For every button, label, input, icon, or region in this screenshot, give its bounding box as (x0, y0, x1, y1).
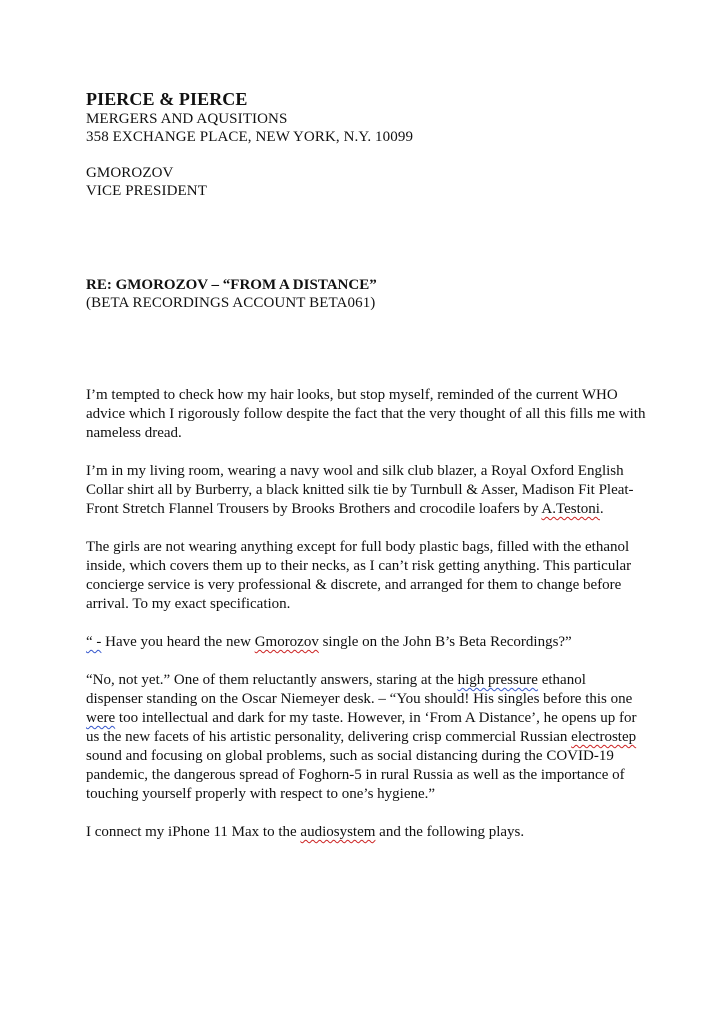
paragraph-1: I’m tempted to check how my hair looks, but stop myself, reminded of the current WHO advice which I rigorously follow despite the fact that the very thought of all this fills me with nameless dread. (86, 387, 646, 441)
account-line: (BETA RECORDINGS ACCOUNT BETA061) (86, 295, 376, 311)
paragraph-5 (86, 671, 646, 804)
paragraph-5-text: “No, not yet.” One of them reluctantly answers, staring at the (86, 672, 458, 688)
spellcheck-word[interactable]: Gmorozov (254, 634, 319, 650)
paragraph-6 (86, 823, 646, 842)
paragraph-4 (86, 633, 646, 652)
paragraph-5-end: sound and focusing on global problems, such as social distancing during the COVID-19 pandemic, the dangerous spread of Foghorn-5 in rural Russia as well as the importance of touching yourself properly with respect to one’s hygiene.” (86, 748, 625, 802)
paragraph-4-text: Have you heard the new (101, 634, 255, 650)
department-line: MERGERS AND AQUSITIONS (86, 111, 288, 127)
spellcheck-word[interactable]: A.Testoni (541, 501, 600, 517)
employee-title: VICE PRESIDENT (86, 183, 207, 199)
paragraph-5-text: too intellectual and dark for my taste. However, in ‘From A Distance’, he opens up for us the new facets of his artistic personality, delivering crisp commercial Russian (86, 710, 637, 745)
subject-line: RE: GMOROZOV – “FROM A DISTANCE” (86, 277, 377, 293)
employee-name: GMOROZOV (86, 165, 174, 181)
grammar-flag[interactable]: high pressure (457, 672, 538, 688)
document-page (86, 88, 646, 861)
address-line: 358 EXCHANGE PLACE, NEW YORK, N.Y. 10099 (86, 129, 414, 145)
grammar-flag[interactable]: were (86, 710, 116, 726)
spellcheck-word[interactable]: electrostep (571, 729, 637, 745)
company-name: PIERCE & PIERCE (86, 89, 248, 109)
grammar-flag[interactable]: “ - (86, 634, 102, 650)
paragraph-6-end: and the following plays. (375, 824, 525, 840)
paragraph-2 (86, 462, 646, 519)
paragraph-3: The girls are not wearing anything except for full body plastic bags, filled with the ethanol inside, which covers them up to their necks, as I can’t risk getting anything. This particular concierge service is very professional & discrete, and arranged for them to change before arrival. To my exact specification. (86, 539, 632, 612)
paragraph-2-end: . (599, 501, 604, 517)
paragraph-4-end: single on the John B’s Beta Recordings?” (318, 634, 572, 650)
spellcheck-word[interactable]: audiosystem (300, 824, 376, 840)
paragraph-2-text: I’m in my living room, wearing a navy wool and silk club blazer, a Royal Oxford English Collar shirt all by Burberry, a black knitted silk tie by Turnbull & Asser, Madison Fit Pleat-Front Stretch Flannel Trousers by Brooks Brothers and crocodile loafers by (86, 463, 634, 517)
paragraph-6-text: I connect my iPhone 11 Max to the (86, 824, 301, 840)
paragraph-5-text: ethanol dispenser standing on the Oscar Niemeyer desk. – “You should! His singles before this one (86, 672, 633, 707)
